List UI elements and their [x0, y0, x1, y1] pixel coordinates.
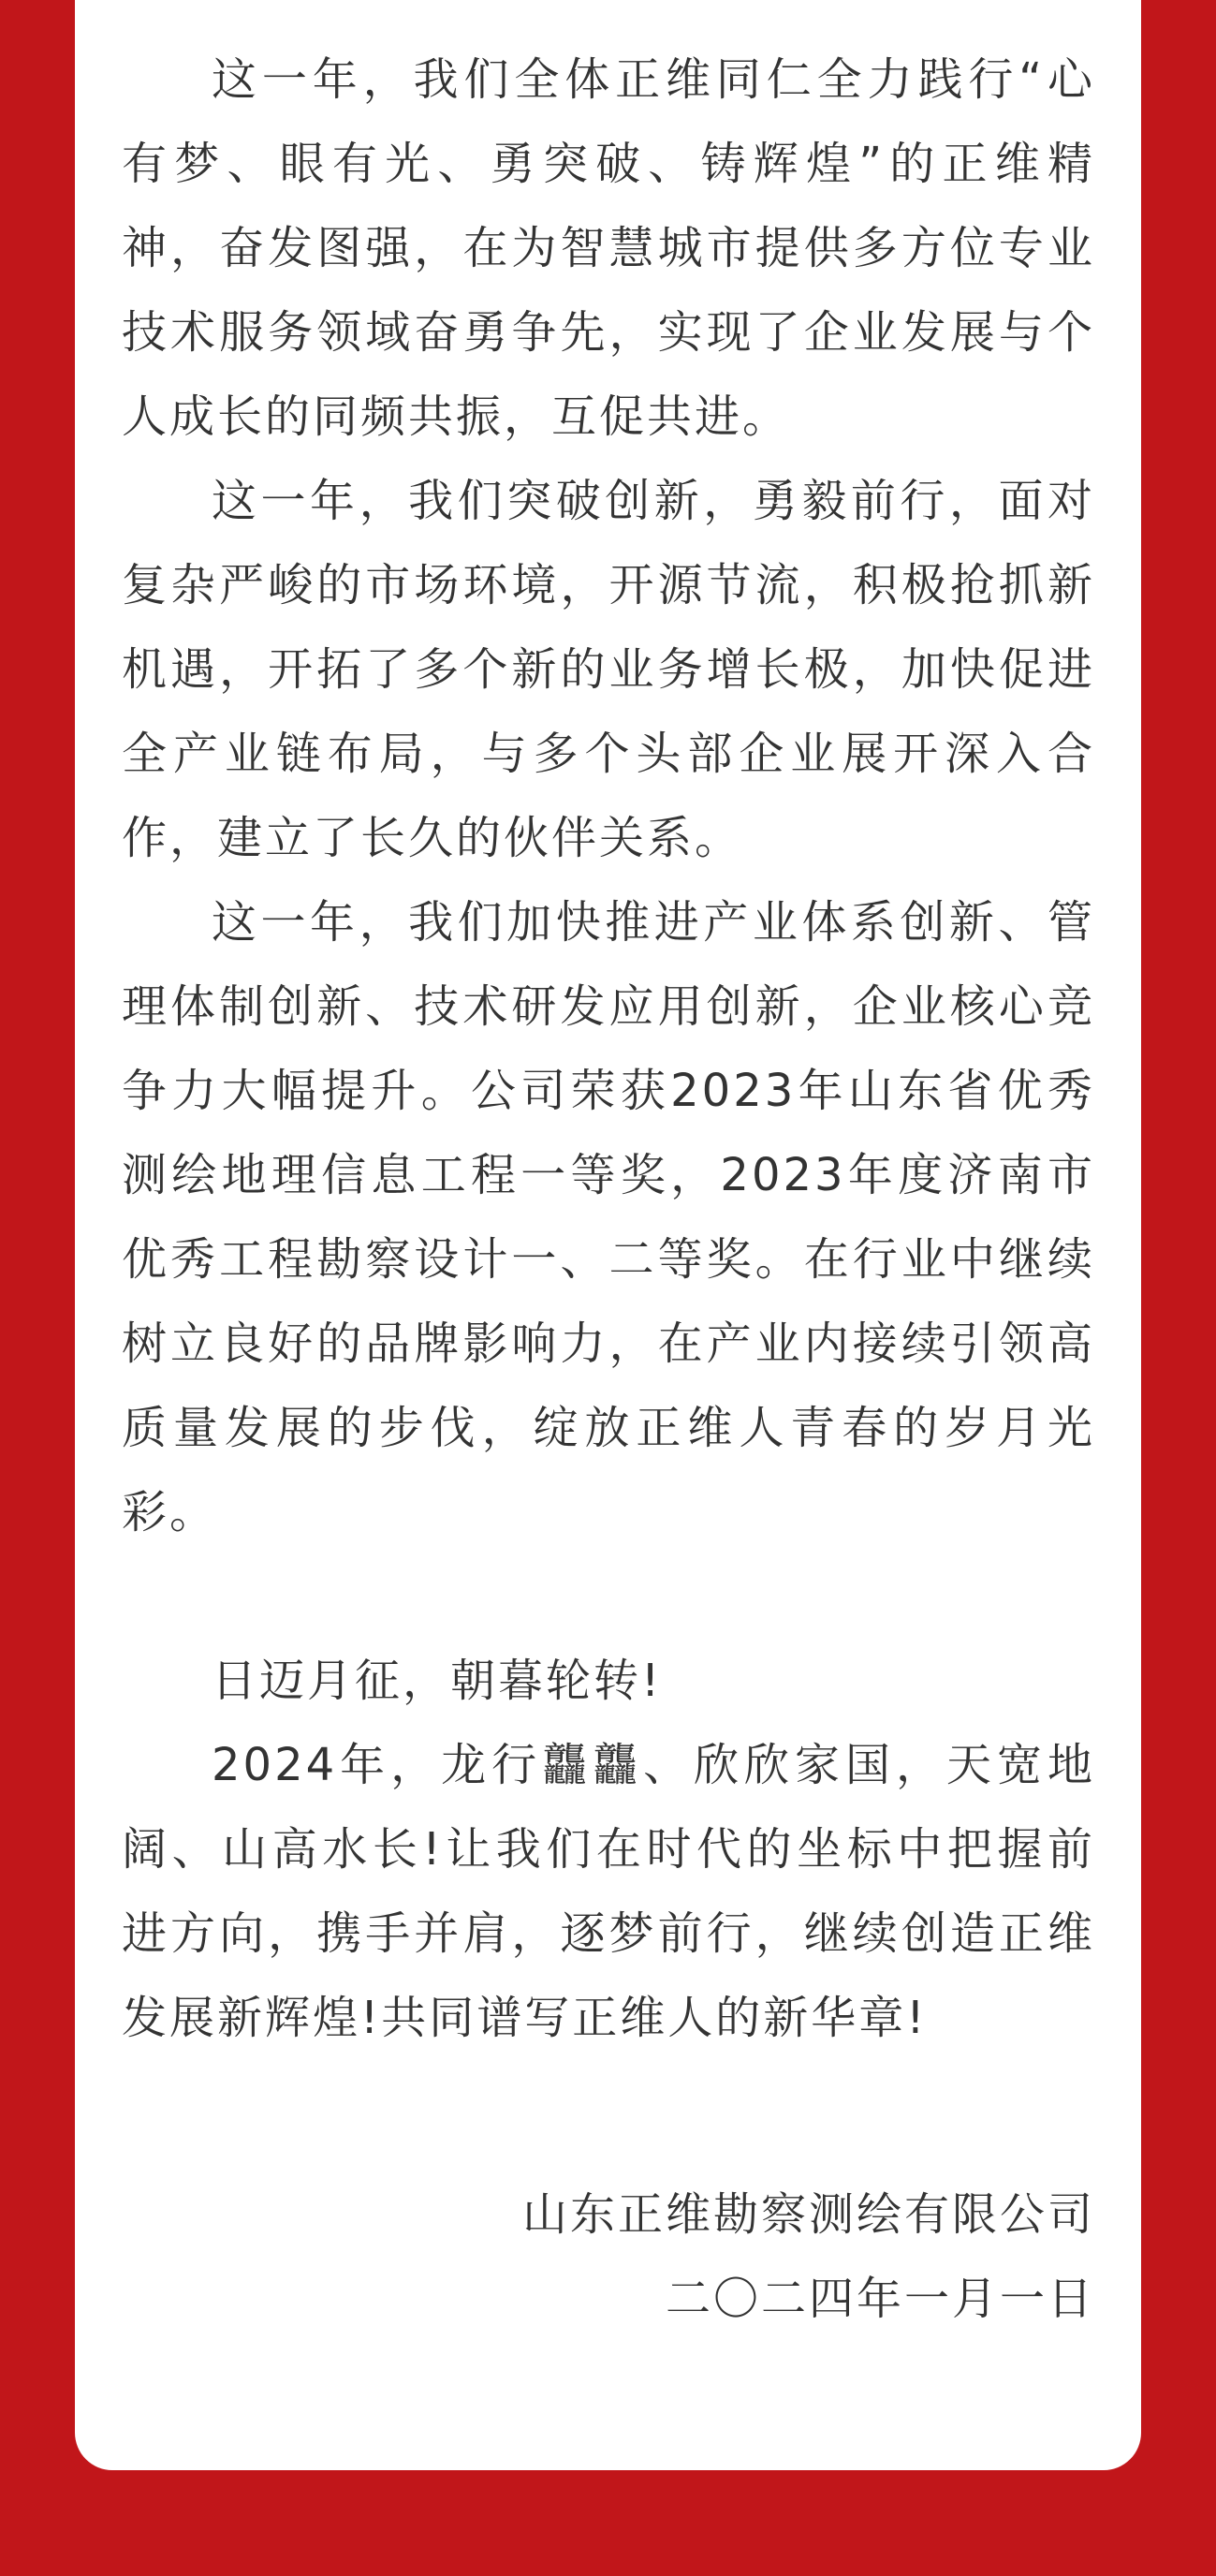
section-spacer [122, 1554, 1095, 1639]
closing-paragraph: 2024年，龙行龘龘、欣欣家国，天宽地阔、山高水长!让我们在时代的坐标中把握前进方向，携手并肩，逐梦前行，继续创造正维发展新辉煌!共同谱写正维人的新华章! [122, 1739, 1095, 2044]
paragraph-achievement-innovation: 这一年，我们突破创新，勇毅前行，面对复杂严峻的市场环境，开源节流，积极抢抓新机遇，开拓了多个新的业务增长极，加快促进全产业链布局，与多个头部企业展开深入合作，建立了长久的伙伴关系。 [122, 475, 1095, 864]
signature-company: 山东正维勘察测绘有限公司 [521, 2188, 1095, 2241]
closing-line: 日迈月征，朝暮轮转! [212, 1655, 663, 1707]
paragraph-achievement-spirit: 这一年，我们全体正维同仁全力践行“心有梦、眼有光、勇突破、铸辉煌”的正维精神，奋发图强，在为智慧城市提供多方位专业技术服务领域奋勇争先，实现了企业发展与个人成长的同频共振，互促共进。 [122, 53, 1095, 443]
signature-spacer [122, 2060, 1095, 2172]
signature-date: 二〇二四年一月一日 [665, 2273, 1095, 2325]
letter-content [122, 37, 1095, 2341]
paragraph-achievement-awards: 这一年，我们加快推进产业体系创新、管理体制创新、技术研发应用创新，企业核心竞争力大幅提升。公司荣获2023年山东省优秀测绘地理信息工程一等奖，2023年度济南市优秀工程勘察设计一、二等奖。在行业中继续树立良好的品牌影响力，在产业内接续引领高质量发展的步伐，绽放正维人青春的岁月光彩。 [122, 896, 1095, 1538]
